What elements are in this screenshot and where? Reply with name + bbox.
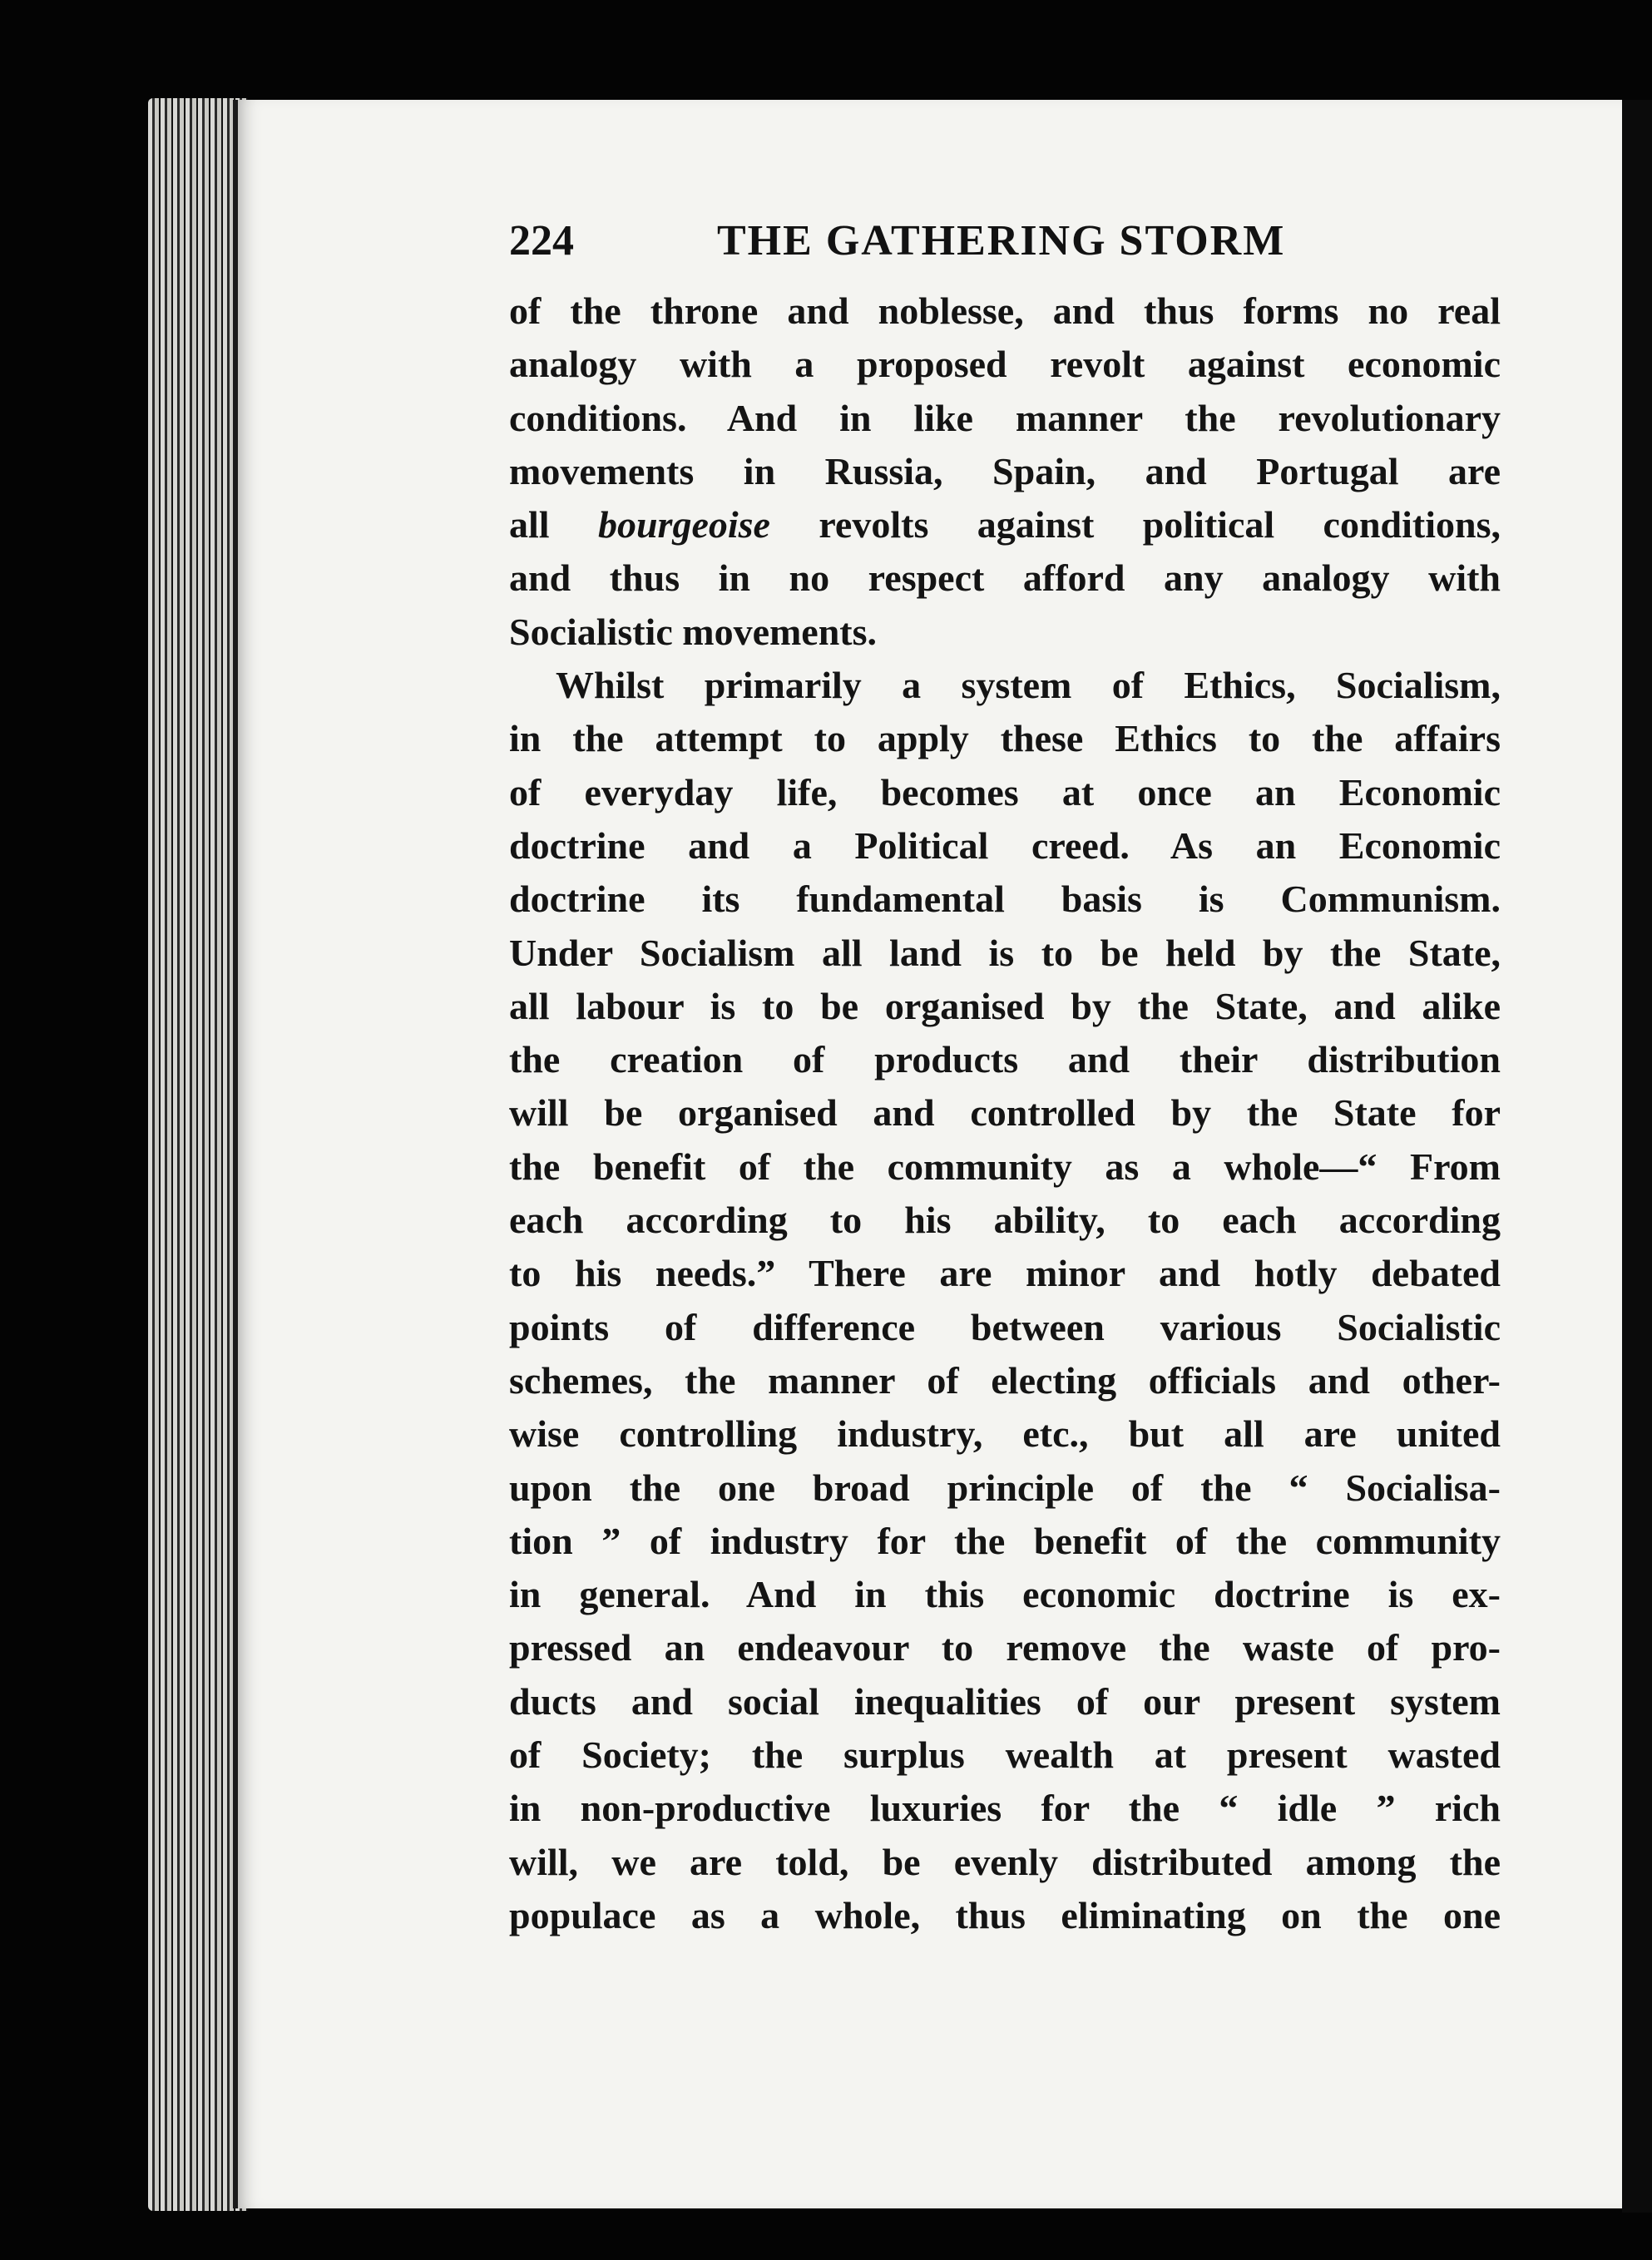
text-line: tion ” of industry for the benefit of the community (509, 1519, 1501, 1562)
text-line: analogy with a proposed revolt against economic (509, 343, 1501, 386)
text-line: pressed an endeavour to remove the waste of pro- (509, 1626, 1501, 1669)
text-line: Whilst primarily a system of Ethics, Socialism, (556, 664, 1501, 707)
text-line: Socialistic movements. (509, 610, 878, 653)
text-segment: all (509, 503, 598, 546)
text-line: all labour is to be organised by the State, and alike (509, 984, 1501, 1027)
text-line: populace as a whole, thus eliminating on the one (509, 1893, 1501, 1936)
text-line: to his needs.” There are minor and hotly debated (509, 1252, 1501, 1295)
running-head (509, 212, 1341, 270)
text-line: doctrine its fundamental basis is Communism. (509, 878, 1501, 921)
text-line: points of difference between various Socialistic (509, 1305, 1501, 1348)
text-line: conditions. And in like manner the revolutionary (509, 396, 1501, 439)
text-line: the creation of products and their distribution (509, 1038, 1501, 1081)
text-line: in non-productive luxuries for the “ idle ” rich (509, 1787, 1501, 1830)
text-line: in general. And in this economic doctrine is ex- (509, 1573, 1501, 1616)
text-line: will be organised and controlled by the State for (509, 1091, 1501, 1135)
text-line: in the attempt to apply these Ethics to the affairs (509, 717, 1501, 760)
text-line: of everyday life, becomes at once an Economic (509, 770, 1501, 814)
text-line: the benefit of the community as a whole—“ From (509, 1145, 1501, 1188)
facing-page-edge (1622, 100, 1652, 2213)
text-line: of the throne and noblesse, and thus forms no real (509, 289, 1501, 332)
text-line (509, 498, 1501, 551)
text-line: ducts and social inequalities of our present system (509, 1679, 1501, 1723)
text-line: Under Socialism all land is to be held by the State, (509, 931, 1501, 974)
text-line: schemes, the manner of electing officials and other- (509, 1358, 1501, 1402)
text-segment: revolts against political conditions, (769, 503, 1501, 546)
text-line: wise controlling industry, etc., but all are united (509, 1412, 1501, 1456)
text-line: upon the one broad principle of the “ Socialisa- (509, 1466, 1501, 1509)
text-line: movements in Russia, Spain, and Portugal are (509, 449, 1501, 492)
paragraph (509, 284, 1501, 659)
running-title: THE GATHERING STORM (717, 217, 1286, 265)
text-line: of Society; the surplus wealth at present wasted (509, 1733, 1501, 1777)
paragraph (509, 659, 1501, 1942)
body-text (509, 284, 1501, 1942)
text-line: will, we are told, be evenly distributed among the (509, 1840, 1501, 1883)
text-line: doctrine and a Political creed. As an Economic (509, 823, 1501, 867)
text-line: each according to his ability, to each according (509, 1199, 1501, 1242)
text-line: and thus in no respect afford any analogy with (509, 556, 1501, 600)
italic-term: bourgeoise (597, 503, 770, 546)
page-number: 224 (509, 217, 574, 265)
